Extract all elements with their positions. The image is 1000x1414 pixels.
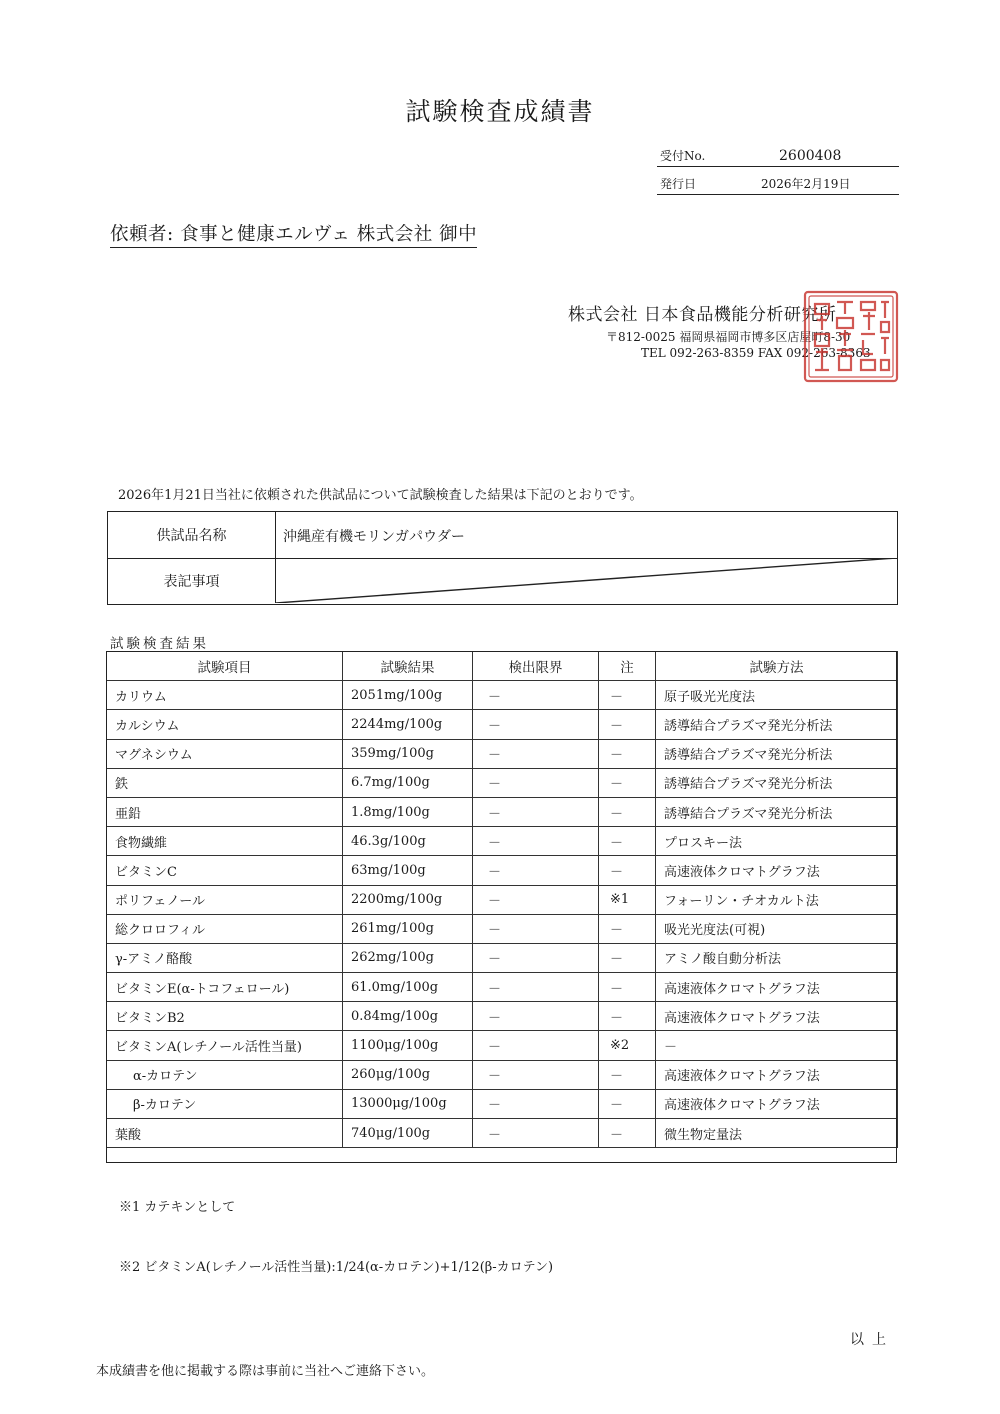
test-method: 高速液体クロマトグラフ法: [656, 1060, 898, 1089]
issue-date-row: [657, 176, 899, 195]
detection-limit: －: [473, 1031, 599, 1060]
detection-limit: －: [473, 797, 599, 826]
detection-limit: －: [473, 1119, 599, 1148]
detection-limit: －: [473, 943, 599, 972]
table-row: [107, 797, 898, 826]
note: ※2: [599, 1031, 656, 1060]
test-method: プロスキー法: [656, 827, 898, 856]
results-header-row: [107, 652, 898, 681]
test-item: 葉酸: [107, 1119, 343, 1148]
table-row: [107, 1002, 898, 1031]
test-item: ポリフェノール: [107, 885, 343, 914]
table-row: [107, 1089, 898, 1118]
detection-limit: －: [473, 973, 599, 1002]
test-method: アミノ酸自動分析法: [656, 943, 898, 972]
test-result: 46.3g/100g: [343, 827, 473, 856]
note: －: [599, 914, 656, 943]
closing-mark: 以上: [850, 1332, 894, 1348]
issue-date-label: 発行日: [660, 177, 697, 191]
test-item: カリウム: [107, 681, 343, 710]
test-item: 鉄: [107, 768, 343, 797]
note: －: [599, 1002, 656, 1031]
table-row: [107, 943, 898, 972]
test-result: 2051mg/100g: [343, 681, 473, 710]
test-result: 2244mg/100g: [343, 710, 473, 739]
footer-notice: 本成績書を他に掲載する際は事前に当社へご連絡下さい。: [96, 1364, 435, 1379]
test-method: 誘導結合プラズマ発光分析法: [656, 797, 898, 826]
test-method: 誘導結合プラズマ発光分析法: [656, 739, 898, 768]
table-row: [107, 710, 898, 739]
sample-info-table: [107, 511, 898, 605]
test-method: 誘導結合プラズマ発光分析法: [656, 710, 898, 739]
table-row: [107, 1031, 898, 1060]
test-method: 高速液体クロマトグラフ法: [656, 1002, 898, 1031]
test-result: 1100μg/100g: [343, 1031, 473, 1060]
note: －: [599, 827, 656, 856]
test-item: β-カロテン: [107, 1089, 343, 1118]
reception-row: [657, 148, 899, 167]
note: －: [599, 1119, 656, 1148]
test-result: 13000μg/100g: [343, 1089, 473, 1118]
detection-limit: －: [473, 856, 599, 885]
test-method: 誘導結合プラズマ発光分析法: [656, 768, 898, 797]
reception-label: 受付No.: [660, 149, 706, 163]
detection-limit: －: [473, 914, 599, 943]
test-result: 1.8mg/100g: [343, 797, 473, 826]
test-result: 61.0mg/100g: [343, 973, 473, 1002]
sample-name-value: 沖縄産有機モリンガパウダー: [283, 529, 465, 545]
test-method: 吸光光度法(可視): [656, 914, 898, 943]
test-method: －: [656, 1031, 898, 1060]
detection-limit: －: [473, 827, 599, 856]
table-row: [107, 973, 898, 1002]
note: －: [599, 973, 656, 1002]
test-result: 262mg/100g: [343, 943, 473, 972]
reception-number: 2600408: [779, 148, 842, 164]
test-result: 0.84mg/100g: [343, 1002, 473, 1031]
notation-empty-slash: [276, 558, 896, 603]
test-item: ビタミンA(レチノール活性当量): [107, 1031, 343, 1060]
issue-date: 2026年2月19日: [761, 177, 851, 191]
table-row: [107, 885, 898, 914]
test-item: 食物繊維: [107, 827, 343, 856]
table-row: [107, 856, 898, 885]
results-table: [106, 651, 898, 1148]
test-item: マグネシウム: [107, 739, 343, 768]
test-item: γ-アミノ酪酸: [107, 943, 343, 972]
note: －: [599, 710, 656, 739]
test-result: 740μg/100g: [343, 1119, 473, 1148]
detection-limit: －: [473, 739, 599, 768]
test-result: 2200mg/100g: [343, 885, 473, 914]
note: －: [599, 739, 656, 768]
table-row: [107, 768, 898, 797]
table-row: [107, 914, 898, 943]
test-item: カルシウム: [107, 710, 343, 739]
test-item: 総クロロフィル: [107, 914, 343, 943]
intro-statement: 2026年1月21日当社に依頼された供試品について試験検査した結果は下記のとおりです。: [118, 488, 643, 503]
footnote-2: ※2 ビタミンA(レチノール活性当量):1/24(α-カロテン)+1/12(β-カロテン): [119, 1260, 554, 1275]
issuer-contact: TEL 092-263-8359 FAX 092-263-8363: [641, 346, 871, 360]
test-method: 高速液体クロマトグラフ法: [656, 973, 898, 1002]
table-row: [107, 1119, 898, 1148]
header-test-result: 試験結果: [343, 652, 473, 681]
test-item: 亜鉛: [107, 797, 343, 826]
company-seal-stamp: [803, 290, 899, 383]
note: ※1: [599, 885, 656, 914]
note: －: [599, 797, 656, 826]
test-result: 359mg/100g: [343, 739, 473, 768]
test-item: ビタミンB2: [107, 1002, 343, 1031]
header-detection-limit: 検出限界: [473, 652, 599, 681]
detection-limit: －: [473, 1060, 599, 1089]
recipient: 依頼者: 食事と健康エルヴェ 株式会社 御中: [110, 220, 477, 248]
table-row: [107, 739, 898, 768]
note: －: [599, 681, 656, 710]
footnote-1: ※1 カテキンとして: [119, 1200, 236, 1215]
note: －: [599, 856, 656, 885]
issuer-name: 株式会社 日本食品機能分析研究所: [568, 305, 837, 325]
table-row: [107, 827, 898, 856]
detection-limit: －: [473, 681, 599, 710]
header-test-item: 試験項目: [107, 652, 343, 681]
note: －: [599, 1060, 656, 1089]
test-method: 原子吸光光度法: [656, 681, 898, 710]
note: －: [599, 768, 656, 797]
table-row: [107, 1060, 898, 1089]
results-heading: 試験検査結果: [110, 636, 209, 652]
detection-limit: －: [473, 885, 599, 914]
table-row: [107, 681, 898, 710]
test-method: 高速液体クロマトグラフ法: [656, 856, 898, 885]
test-method: 高速液体クロマトグラフ法: [656, 1089, 898, 1118]
test-result: 260μg/100g: [343, 1060, 473, 1089]
test-item: ビタミンE(α-トコフェロール): [107, 973, 343, 1002]
header-note: 注: [599, 652, 656, 681]
test-method: フォーリン・チオカルト法: [656, 885, 898, 914]
test-item: ビタミンC: [107, 856, 343, 885]
detection-limit: －: [473, 768, 599, 797]
test-item: α-カロテン: [107, 1060, 343, 1089]
sample-name-label: 供試品名称: [108, 512, 276, 558]
notation-label: 表記事項: [108, 558, 276, 603]
note: －: [599, 943, 656, 972]
detection-limit: －: [473, 710, 599, 739]
note: －: [599, 1089, 656, 1118]
detection-limit: －: [473, 1002, 599, 1031]
test-result: 6.7mg/100g: [343, 768, 473, 797]
issuer-address: 〒812-0025 福岡県福岡市博多区店屋町8-30: [606, 330, 851, 344]
test-method: 微生物定量法: [656, 1119, 898, 1148]
test-result: 63mg/100g: [343, 856, 473, 885]
detection-limit: －: [473, 1089, 599, 1118]
header-test-method: 試験方法: [656, 652, 898, 681]
test-result: 261mg/100g: [343, 914, 473, 943]
document-title: 試験検査成績書: [405, 97, 595, 126]
